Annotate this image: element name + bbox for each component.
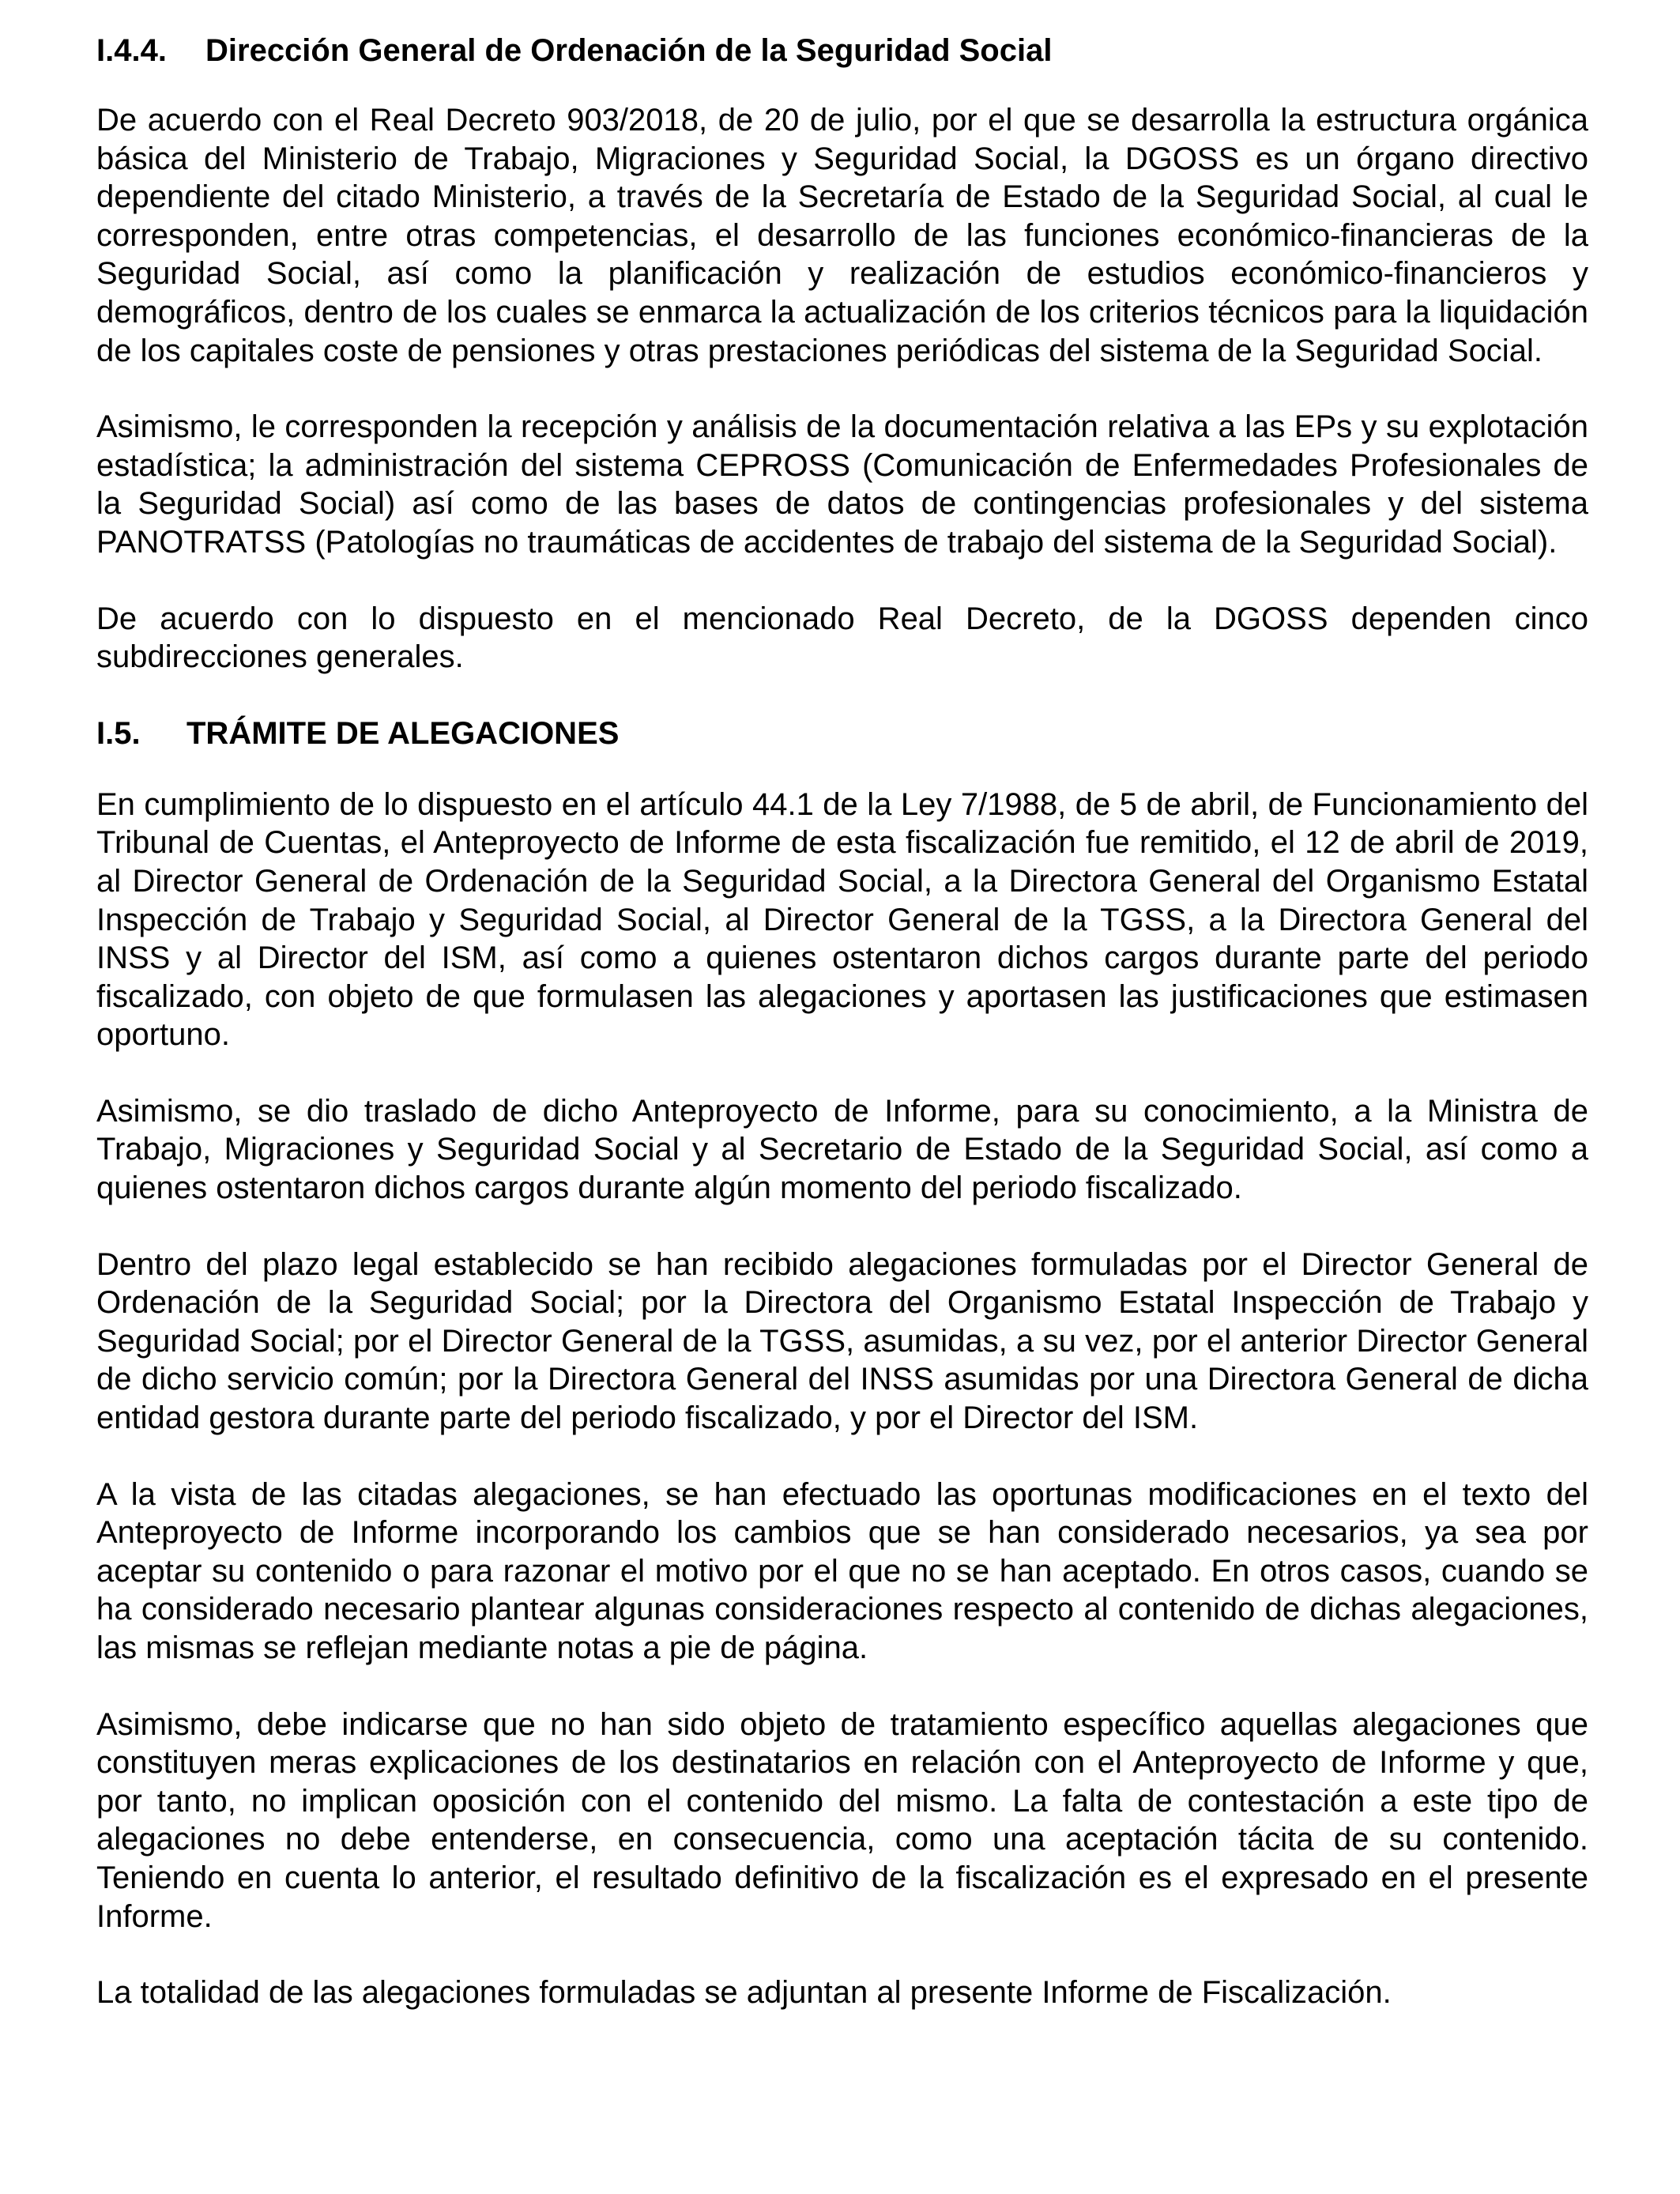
document-page <box>96 32 1588 2012</box>
paragraph: En cumplimiento de lo dispuesto en el artículo 44.1 de la Ley 7/1988, de 5 de abril, de Funcionamiento del Tribunal de Cuentas, el Anteproyecto de Informe de esta fiscalización fue remitido, el 12 de abril de 2019, al Director General de Ordenación de la Seguridad Social, a la Directora General del Organismo Estatal Inspección de Trabajo y Seguridad Social, al Director General de la TGSS, a la Directora General del INSS y al Director del ISM, así como a quienes ostentaron dichos cargos durante parte del periodo fiscalizado, con objeto de que formulasen las alegaciones y aportasen las justificaciones que estimasen oportuno. <box>96 786 1588 1053</box>
paragraph: De acuerdo con lo dispuesto en el mencionado Real Decreto, de la DGOSS dependen cinco subdirecciones generales. <box>96 601 1588 675</box>
paragraph: Asimismo, debe indicarse que no han sido objeto de tratamiento específico aquellas alegaciones que constituyen meras explicaciones de los destinatarios en relación con el Anteproyecto de Informe y que, por tanto, no implican oposición con el contenido del mismo. La falta de contestación a este tipo de alegaciones no debe entenderse, en consecuencia, como una aceptación tácita de su contenido. Teniendo en cuenta lo anterior, el resultado definitivo de la fiscalización es el expresado en el presente Informe. <box>96 1706 1588 1934</box>
section-heading-alegaciones <box>96 714 1588 752</box>
section-title: Dirección General de Ordenación de la Seguridad Social <box>205 33 1053 68</box>
paragraph: La totalidad de las alegaciones formuladas se adjuntan al presente Informe de Fiscalización. <box>96 1975 1392 2011</box>
paragraph: A la vista de las citadas alegaciones, se han efectuado las oportunas modificaciones en el texto del Anteproyecto de Informe incorporando los cambios que se han considerado necesarios, ya sea por aceptar su contenido o para razonar el motivo por el que no se han aceptado. En otros casos, cuando se ha considerado necesario plantear algunas consideraciones respecto al contenido de dichas alegaciones, las mismas se reflejan mediante notas a pie de página. <box>96 1476 1588 1665</box>
paragraph: De acuerdo con el Real Decreto 903/2018, de 20 de julio, por el que se desarrolla la estructura orgánica básica del Ministerio de Trabajo, Migraciones y Seguridad Social, la DGOSS es un órgano directivo dependiente del citado Ministerio, a través de la Secretaría de Estado de la Seguridad Social, al cual le corresponden, entre otras competencias, el desarrollo de las funciones económico-financieras de la Seguridad Social, así como la planificación y realización de estudios económico-financieros y demográficos, dentro de los cuales se enmarca la actualización de los criterios técnicos para la liquidación de los capitales coste de pensiones y otras prestaciones periódicas del sistema de la Seguridad Social. <box>96 103 1588 368</box>
paragraph: Asimismo, se dio traslado de dicho Anteproyecto de Informe, para su conocimiento, a la Ministra de Trabajo, Migraciones y Seguridad Social y al Secretario de Estado de la Seguridad Social, así como a quienes ostentaron dichos cargos durante algún momento del periodo fiscalizado. <box>96 1093 1588 1206</box>
section-number: I.4.4. <box>96 33 167 68</box>
section-title: TRÁMITE DE ALEGACIONES <box>186 715 620 751</box>
paragraph: Dentro del plazo legal establecido se han recibido alegaciones formuladas por el Director General de Ordenación de la Seguridad Social; por la Directora del Organismo Estatal Inspección de Trabajo y Seguridad Social; por el Director General de la TGSS, asumidas, a su vez, por el anterior Director General de dicho servicio común; por la Directora General del INSS asumidas por una Directora General de dicha entidad gestora durante parte del periodo fiscalizado, y por el Director del ISM. <box>96 1246 1588 1436</box>
section-number: I.5. <box>96 715 141 751</box>
paragraph: Asimismo, le corresponden la recepción y análisis de la documentación relativa a las EPs y su explotación estadística; la administración del sistema CEPROSS (Comunicación de Enfermedades Profesionales de la Seguridad Social) así como de las bases de datos de contingencias profesionales y del sistema PANOTRATSS (Patologías no traumáticas de accidentes de trabajo del sistema de la Seguridad Social). <box>96 409 1588 560</box>
section-heading-dgoss <box>96 32 1588 70</box>
